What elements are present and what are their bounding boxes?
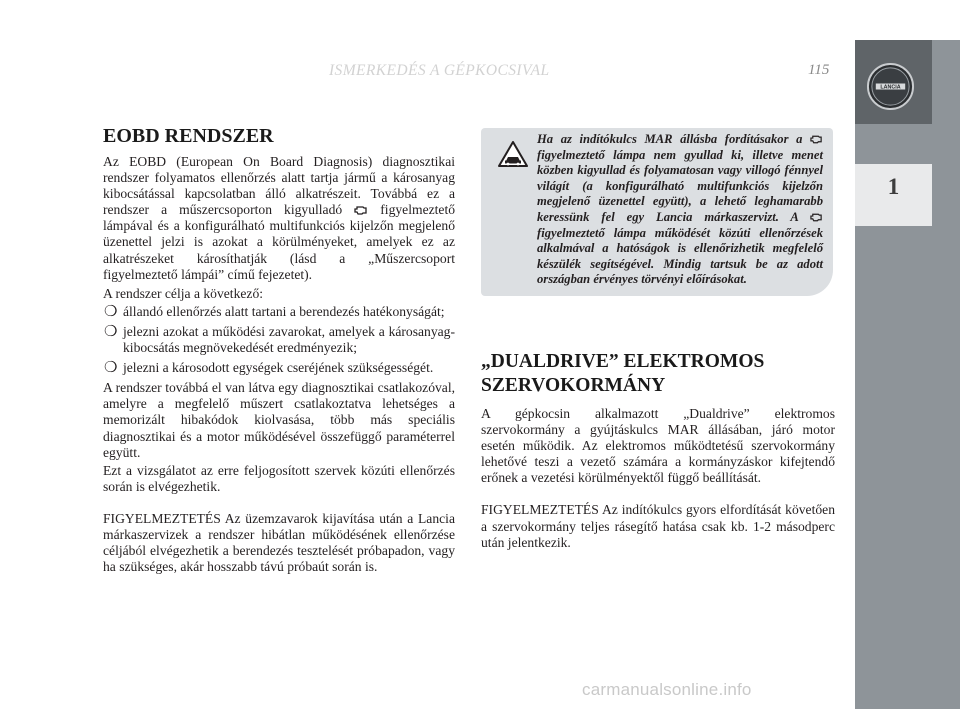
eobd-heading: EOBD RENDSZER — [103, 125, 274, 147]
engine-warning-icon — [810, 134, 823, 144]
dualdrive-heading-line2: SZERVOKORMÁNY — [481, 375, 666, 396]
warning-text — [495, 132, 823, 288]
bullet-mark-icon: ❍ — [104, 323, 118, 340]
bullet-text: jelezni a károsodott egységek cseréjének szükségességét. — [123, 360, 434, 376]
chapter-number: 1 — [887, 174, 900, 199]
eobd-warning-note: FIGYELMEZTETÉS Az üzemzavarok kijavítása után a Lancia márkaszervizek a rendszer hibátlan működésének ellenőrzése céljából elvégezhetik a berendezés tesztelését próbapadon, vagy ha szükséges, akár hosszabb távú próbaút során is. — [103, 510, 455, 575]
watermark: carmanualsonline.info — [582, 680, 752, 699]
warning-part1: Ha az indítókulcs MAR állásba fordításakor a — [537, 132, 803, 146]
eobd-para-connector: A rendszer továbbá el van látva egy diagnosztikai csatlakozóval, amelyre a megfelelő műszert csatlakoztatva lehetséges a memorizált hibakódok kiolvasása, több más speciális diagnosztikai és a motor működésével összefüggő paraméterrel együtt. — [103, 380, 455, 460]
engine-warning-icon — [810, 212, 823, 222]
eobd-intro — [103, 154, 455, 283]
lancia-logo-icon — [866, 62, 915, 111]
eobd-intro-part1: Az EOBD (European On Board Diagnosis) diagnosztikai rendszer folyamatos ellenőrzés alatt tartja jármű a károsanyag kibocsátással kapcsolatban álló alkatrészeit. Továbbá ez a rendszer a műszercsoporton kigyulladó — [103, 154, 455, 218]
bullet-mark-icon: ❍ — [104, 360, 118, 377]
chapter-active-marker — [855, 164, 932, 226]
running-header: ISMERKEDÉS A GÉPKOCSIVAL — [329, 62, 550, 79]
eobd-purpose: A rendszer célja a következő: — [103, 285, 264, 301]
dualdrive-heading — [481, 350, 835, 398]
dualdrive-warning-note: FIGYELMEZTETÉS Az indítókulcs gyors elfordítását követően a szervokormány teljes rásegítő hatása csak kb. 1-2 másodperc után jelentkezik. — [481, 502, 835, 550]
dualdrive-description: A gépkocsin alkalmazott „Dualdrive” elektromos szervokormány a gyújtáskulcs MAR állásában, járó motor esetén működik. Az elektromos működtetésű szervokormány lehetővé teszi a vezető számára a kormányzáskor kifejtendő erőnek a vezetési körülményektől függő beállítását. — [481, 406, 835, 486]
warning-part2: figyelmeztető lámpa nem gyullad ki, illetve menet közben kigyullad és folyamatosan vagy villogó fénnyel világít (a konfigurálható multifunkciós kijelzőn megjelenő üzenettel együtt), a lehető leghamarabb keressünk fel egy Lancia márkaszervizt. A — [537, 147, 823, 224]
engine-warning-icon — [354, 205, 368, 215]
list-item — [103, 360, 455, 376]
dualdrive-section — [481, 350, 835, 551]
bullet-mark-icon: ❍ — [104, 303, 118, 320]
list-item — [103, 304, 455, 320]
page-number: 115 — [808, 62, 830, 78]
eobd-para-inspection: Ezt a vizsgálatot az erre feljogosított szervek közúti ellenőrzés során is elvégezhetik. — [103, 462, 455, 494]
warning-part3: figyelmeztető lámpa működését közúti ellenőrzések alkalmával a hatóságok is ellenőrizhetik megfelelő készülék segítségével. Mindig tartsuk be az adott országban érvényes törvényi előírásokat. — [537, 225, 823, 287]
logo-box — [855, 40, 932, 124]
eobd-section — [103, 124, 455, 575]
eobd-intro-part2: figyelmeztető lámpával és a konfigurálható multifunkciós kijelzőn megjelenő üzenettel jelzi is azokat a körülményeket, amelyek ez az alkatrészeket károsíthatják (lásd a „Műszercsoport figyelmeztető lámpái” című fejezetet). — [103, 202, 456, 282]
dualdrive-heading-line1: „DUALDRIVE” ELEKTROMOS — [481, 351, 765, 372]
chapter-side-tab — [855, 40, 960, 709]
bullet-text: jelezni azokat a működési zavarokat, amelyek a károsanyag-kibocsátás megnövekedését eredményezik; — [123, 323, 455, 356]
eobd-bullet-list — [103, 304, 455, 376]
logo-lettering: LANCIA — [880, 84, 901, 91]
bullet-text: állandó ellenőrzés alatt tartani a berendezés hatékonyságát; — [123, 303, 445, 319]
list-item — [103, 324, 455, 356]
